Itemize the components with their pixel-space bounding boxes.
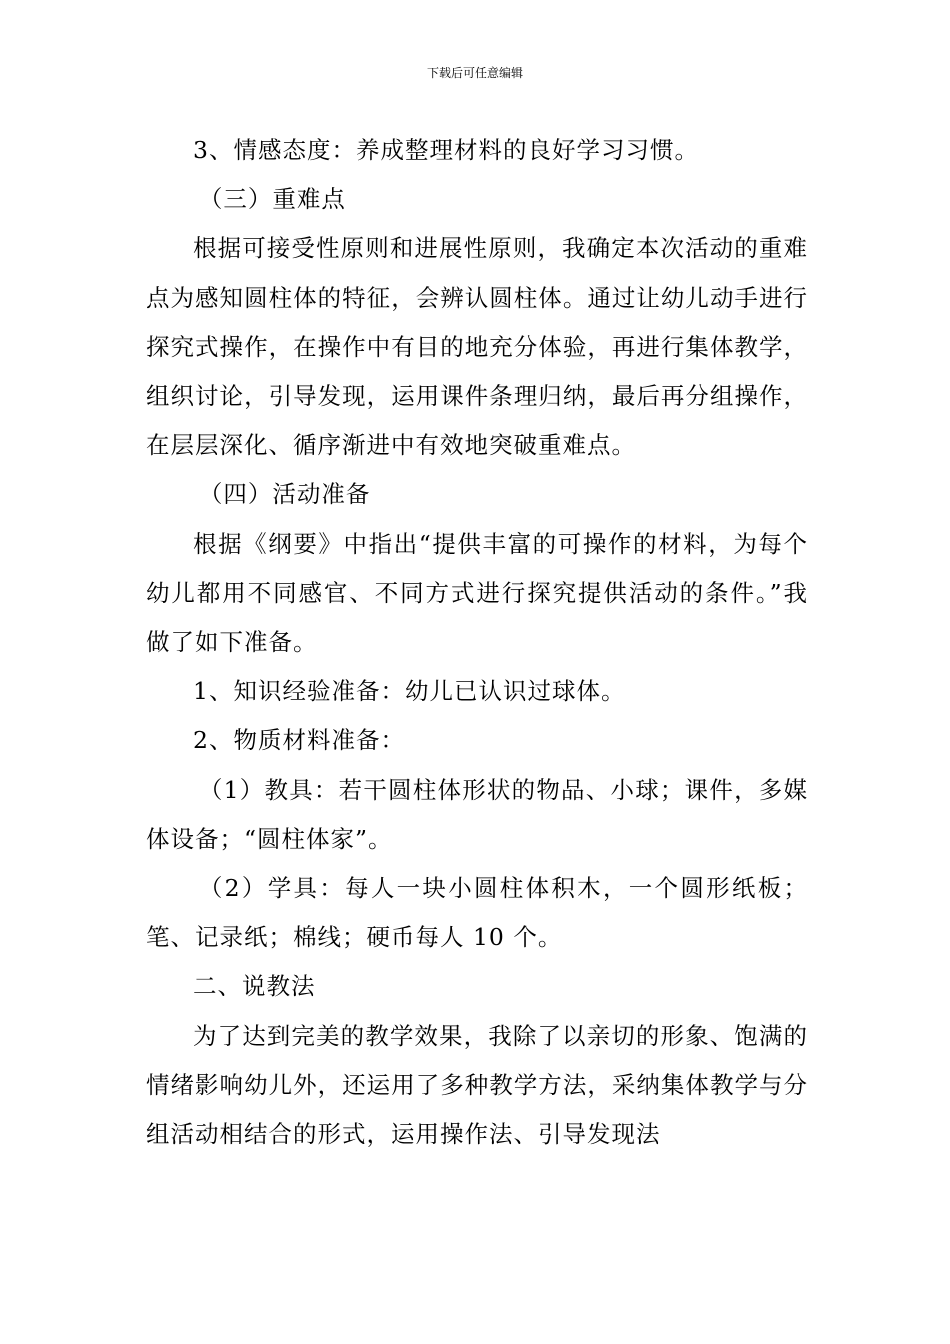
- paragraph-teaching-aids: （1）教具：若干圆柱体形状的物品、小球；课件，多媒体设备；“圆柱体家”。: [146, 775, 808, 853]
- paragraph-material-preparation: 2、物质材料准备：: [193, 726, 405, 755]
- document-body: [146, 126, 808, 1159]
- paragraph-key-difficulties: 根据可接受性原则和进展性原则，我确定本次活动的重难点为感知圆柱体的特征，会辨认圆柱体。通过让幼儿动手进行探究式操作，在操作中有目的地充分体验，再进行集体教学，组织讨论，引导发现，运用课件条理归纳，最后再分组操作，在层层深化、循序渐进中有效地突破重难点。: [146, 234, 808, 460]
- paragraph-knowledge-preparation: 1、知识经验准备：幼儿已认识过球体。: [193, 677, 626, 706]
- section-heading-activity-preparation: （四）活动准备: [198, 480, 371, 509]
- paragraph-emotional-attitude: 3、情感态度：养成整理材料的良好学习习惯。: [193, 136, 699, 164]
- paragraph-teaching-methods: 为了达到完美的教学效果，我除了以亲切的形象、饱满的情绪影响幼儿外，还运用了多种教学方法，采纳集体教学与分组活动相结合的形式，运用操作法、引导发现法: [146, 1021, 808, 1149]
- section-heading-teaching-methods: 二、说教法: [193, 972, 316, 1001]
- paragraph-outline-quote: 根据《纲要》中指出“提供丰富的可操作的材料，为每个幼儿都用不同感官、不同方式进行探究提供活动的条件。”我做了如下准备。: [146, 529, 808, 657]
- page-header: 下载后可任意编辑: [426, 66, 523, 80]
- paragraph-learning-aids: （2）学具：每人一块小圆柱体积木，一个圆形纸板；笔、记录纸；棉线；硬币每人 10 个。: [146, 874, 808, 952]
- section-heading-key-difficulties: （三）重难点: [198, 185, 346, 214]
